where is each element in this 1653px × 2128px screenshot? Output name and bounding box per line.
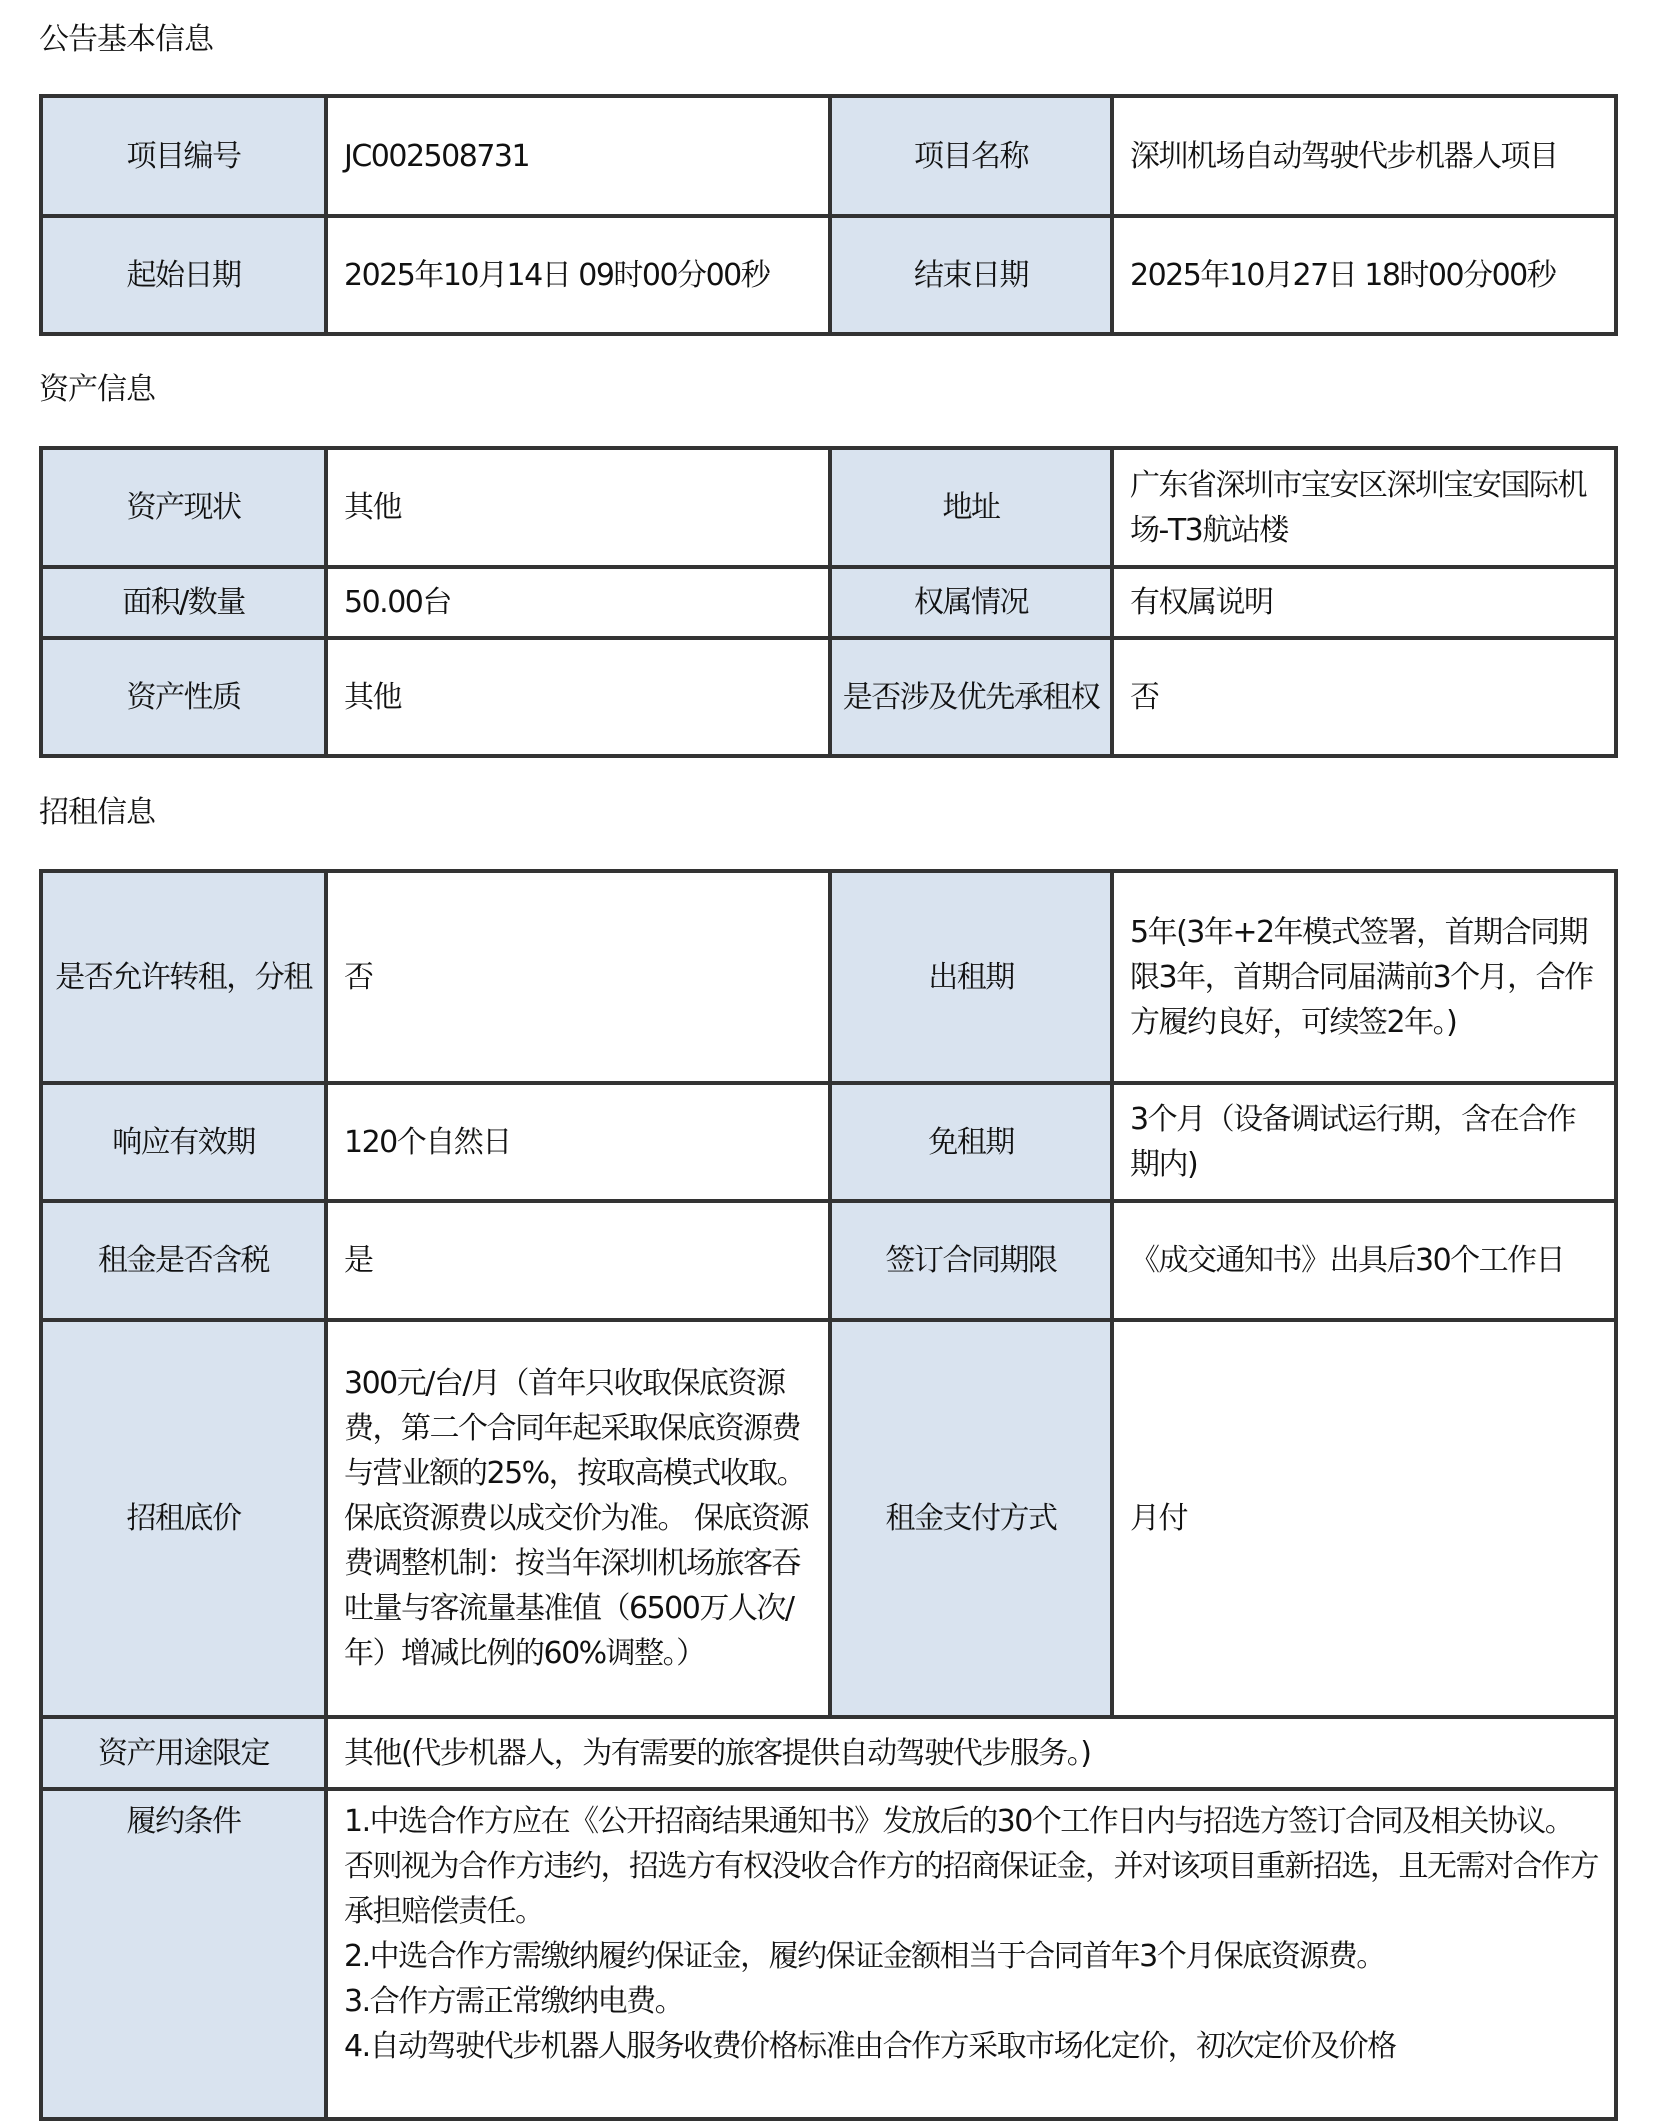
value-reserve-price: 300元/台/月（首年只收取保底资源费，第二个合同年起采取保底资源费与营业额的25%，按取高模式收取。保底资源费以成交价为准。 保底资源费调整机制：按当年深圳机场旅客吞吐量与客流量基准值（6500万人次/年）增减比例的60%调整。） — [326, 1320, 830, 1717]
value-project-name: 深圳机场自动驾驶代步机器人项目 — [1112, 96, 1616, 216]
condition-line: 3.合作方需正常缴纳电费。 — [344, 1984, 684, 2019]
label-sublease-allowed: 是否允许转租，分租 — [41, 871, 326, 1083]
value-project-number: JC002508731 — [326, 96, 830, 216]
value-ownership: 有权属说明 — [1112, 567, 1616, 638]
condition-line: 2.中选合作方需缴纳履约保证金，履约保证金额相当于合同首年3个月保底资源费。 — [344, 1939, 1385, 1974]
label-lease-term: 出租期 — [830, 871, 1112, 1083]
label-asset-usage: 资产用途限定 — [41, 1717, 326, 1789]
asset-info-table — [39, 446, 1618, 758]
value-asset-status: 其他 — [326, 448, 830, 567]
table-row — [41, 448, 1616, 567]
label-start-date: 起始日期 — [41, 216, 326, 334]
label-contract-signing-deadline: 签订合同期限 — [830, 1201, 1112, 1320]
table-row — [41, 1320, 1616, 1717]
section-title-lease-info: 招租信息 — [39, 795, 155, 830]
value-lease-term: 5年(3年+2年模式签署，首期合同期限3年，首期合同届满前3个月，合作方履约良好，可续签2年。) — [1112, 871, 1616, 1083]
label-rent-free-period: 免租期 — [830, 1083, 1112, 1201]
section-title-asset-info: 资产信息 — [39, 372, 155, 407]
value-priority-lease: 否 — [1112, 638, 1616, 756]
label-address: 地址 — [830, 448, 1112, 567]
value-asset-usage: 其他(代步机器人，为有需要的旅客提供自动驾驶代步服务。) — [326, 1717, 1616, 1789]
table-row — [41, 1717, 1616, 1789]
value-start-date: 2025年10月14日 09时00分00秒 — [326, 216, 830, 334]
value-performance-conditions — [326, 1789, 1616, 2119]
value-rent-tax-included: 是 — [326, 1201, 830, 1320]
condition-line: 4.自动驾驶代步机器人服务收费价格标准由合作方采取市场化定价，初次定价及价格 — [344, 2029, 1396, 2064]
value-response-validity: 120个自然日 — [326, 1083, 830, 1201]
basic-info-table — [39, 94, 1618, 336]
table-row — [41, 567, 1616, 638]
label-end-date: 结束日期 — [830, 216, 1112, 334]
table-row — [41, 216, 1616, 334]
label-reserve-price: 招租底价 — [41, 1320, 326, 1717]
value-rent-free-period: 3个月（设备调试运行期，含在合作期内) — [1112, 1083, 1616, 1201]
table-row — [41, 1789, 1616, 2119]
value-contract-signing-deadline: 《成交通知书》出具后30个工作日 — [1112, 1201, 1616, 1320]
label-asset-status: 资产现状 — [41, 448, 326, 567]
table-row — [41, 96, 1616, 216]
value-end-date: 2025年10月27日 18时00分00秒 — [1112, 216, 1616, 334]
table-row — [41, 871, 1616, 1083]
label-asset-nature: 资产性质 — [41, 638, 326, 756]
value-asset-nature: 其他 — [326, 638, 830, 756]
section-title-basic-info: 公告基本信息 — [39, 22, 213, 57]
condition-line: 1.中选合作方应在《公开招商结果通知书》发放后的30个工作日内与招选方签订合同及相关协议。否则视为合作方违约，招选方有权没收合作方的招商保证金，并对该项目重新招选，且无需对合作方承担赔偿责任。 — [344, 1804, 1598, 1929]
lease-info-table — [39, 869, 1618, 2121]
table-row — [41, 638, 1616, 756]
table-row — [41, 1083, 1616, 1201]
label-priority-lease: 是否涉及优先承租权 — [830, 638, 1112, 756]
table-row — [41, 1201, 1616, 1320]
value-sublease-allowed: 否 — [326, 871, 830, 1083]
label-ownership: 权属情况 — [830, 567, 1112, 638]
label-performance-conditions: 履约条件 — [41, 1789, 326, 2119]
value-area-quantity: 50.00台 — [326, 567, 830, 638]
label-payment-method: 租金支付方式 — [830, 1320, 1112, 1717]
value-address: 广东省深圳市宝安区深圳宝安国际机场-T3航站楼 — [1112, 448, 1616, 567]
label-response-validity: 响应有效期 — [41, 1083, 326, 1201]
label-rent-tax-included: 租金是否含税 — [41, 1201, 326, 1320]
label-area-quantity: 面积/数量 — [41, 567, 326, 638]
label-project-name: 项目名称 — [830, 96, 1112, 216]
value-payment-method: 月付 — [1112, 1320, 1616, 1717]
label-project-number: 项目编号 — [41, 96, 326, 216]
